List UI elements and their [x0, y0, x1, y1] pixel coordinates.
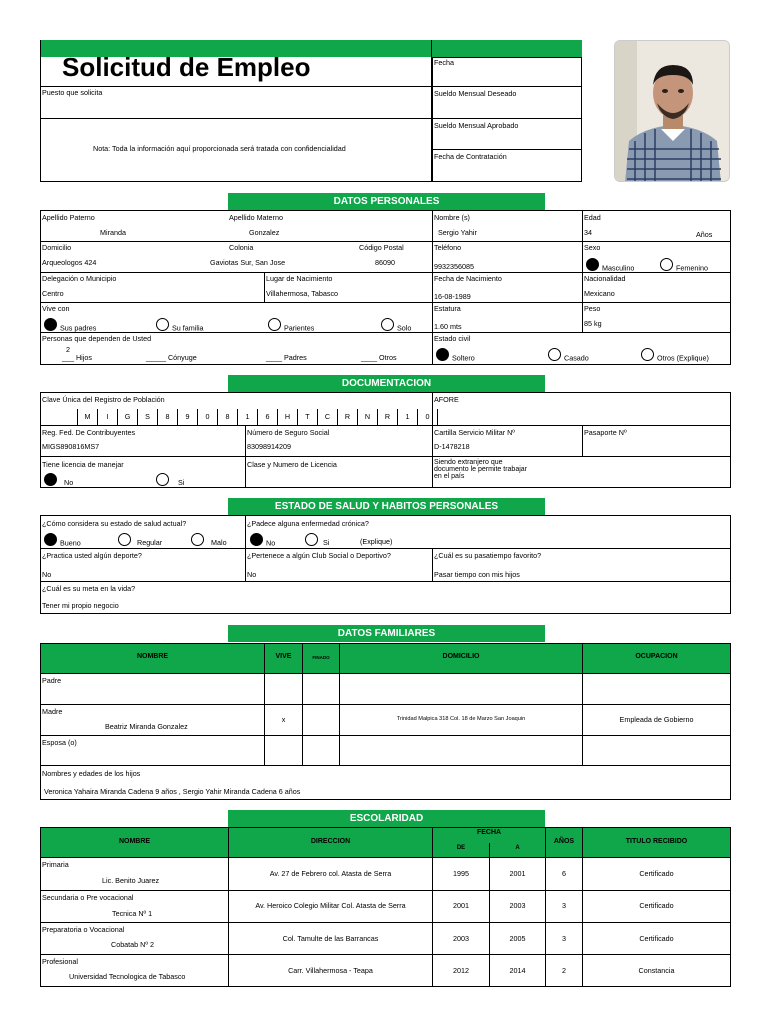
clase-licencia-label: Clase y Numero de Licencia: [247, 460, 337, 469]
estado-casado-option[interactable]: [548, 348, 589, 362]
fecha-label: Fecha: [434, 58, 454, 67]
curp-char: C: [317, 409, 337, 425]
bueno-label: Bueno: [60, 538, 81, 548]
esc-row-nivel: Profesional: [42, 957, 78, 966]
su-familia-label: Su familia: [172, 323, 204, 333]
section-salud: ESTADO DE SALUD Y HABITOS PERSONALES: [228, 498, 545, 515]
madre-nombre: Beatriz Miranda Gonzalez: [105, 722, 188, 731]
licencia-no-option[interactable]: [44, 473, 73, 487]
cronica-no-label: No: [266, 538, 276, 548]
esc-row-nivel: Secundaria o Pre vocacional: [42, 893, 134, 902]
pasaporte-label: Pasaporte Nº: [584, 428, 627, 437]
radio-selected-icon: [586, 258, 599, 271]
radio-empty-icon: [156, 318, 169, 331]
meta-question: ¿Cuál es su meta en la vida?: [42, 584, 136, 593]
femenino-label: Femenino: [676, 263, 708, 273]
curp-char: 8: [217, 409, 237, 425]
fam-header-domicilio: DOMICILIO: [340, 653, 582, 660]
nombre-label: Nombre (s): [434, 213, 470, 222]
curp-char: 8: [157, 409, 177, 425]
curp-char: H: [277, 409, 297, 425]
esc-row-nombre: Tecnica Nº 1: [112, 909, 153, 918]
casado-label: Casado: [564, 353, 589, 363]
malo-label: Malo: [211, 538, 227, 548]
delegacion-label: Delegación o Municipio: [42, 274, 117, 283]
deporte-question: ¿Practica usted algún deporte?: [42, 551, 142, 560]
fecha-contratacion-label: Fecha de Contratación: [434, 152, 507, 161]
ap-materno-value: Gonzalez: [249, 228, 280, 237]
esc-row-direccion: Col. Tamulte de las Barrancas: [282, 934, 379, 943]
cronica-explique: (Explique): [360, 537, 393, 546]
radio-selected-icon: [436, 348, 449, 361]
salud-question: ¿Cómo considera su estado de salud actual?: [42, 519, 187, 528]
radio-selected-icon: [44, 318, 57, 331]
fecha-nac-label: Fecha de Nacimiento: [434, 274, 502, 283]
vive-con-label: Vive con: [42, 304, 70, 313]
esc-row-de: 1995: [453, 869, 469, 878]
esc-row-titulo: Constancia: [638, 966, 675, 975]
estado-soltero-option[interactable]: [436, 348, 475, 362]
esc-row-de: 2001: [453, 901, 469, 910]
curp-char: 1: [397, 409, 417, 425]
hijos-count: 2: [66, 345, 70, 354]
radio-empty-icon: [548, 348, 561, 361]
peso-value: 85 kg: [584, 319, 602, 328]
cronica-no-option[interactable]: [250, 533, 275, 547]
sexo-masculino-option[interactable]: [586, 258, 634, 272]
esc-row-nombre: Universidad Tecnologica de Tabasco: [69, 972, 186, 981]
licencia-no-label: No: [64, 478, 74, 488]
estado-otros-option[interactable]: [641, 348, 709, 362]
colonia-value: Gaviotas Sur, San Jose: [210, 258, 286, 267]
radio-empty-icon: [381, 318, 394, 331]
curp-char: 6: [257, 409, 277, 425]
curp-boxes: [77, 409, 438, 425]
esc-header-direccion: DIRECCION: [229, 838, 432, 845]
ap-materno-label: Apellido Materno: [229, 213, 283, 222]
otros-field: ____ Otros: [361, 353, 397, 362]
peso-label: Peso: [584, 304, 601, 313]
domicilio-label: Domicilio: [42, 243, 72, 252]
radio-empty-icon: [156, 473, 169, 486]
cartilla-value: D-1478218: [434, 442, 470, 451]
nacionalidad-label: Nacionalidad: [584, 274, 626, 283]
esc-header-anos: AÑOS: [546, 838, 582, 845]
radio-empty-icon: [305, 533, 318, 546]
esc-row-titulo: Certificado: [639, 869, 674, 878]
esc-header-fecha: FECHA: [433, 829, 545, 836]
applicant-photo: [614, 40, 730, 182]
sexo-label: Sexo: [584, 243, 601, 252]
hijos-value: Veronica Yahaira Miranda Cadena 9 años , Sergio Yahir Miranda Cadena 6 años: [44, 787, 301, 796]
esc-row-a: 2005: [509, 934, 526, 943]
dependen-label: Personas que dependen de Usted: [42, 334, 152, 343]
curp-char: N: [357, 409, 377, 425]
esc-row-anos: 3: [562, 934, 566, 943]
curp-label: Clave Única del Registro de Población: [42, 395, 165, 404]
estatura-value: 1.60 mts: [434, 322, 462, 331]
curp-char: I: [97, 409, 117, 425]
extranjero-label: Siendo extranjero que documento le permite trabajar en el país: [434, 459, 527, 480]
hijos-label: Nombres y edades de los hijos: [42, 769, 141, 778]
radio-selected-icon: [250, 533, 263, 546]
curp-char: 1: [237, 409, 257, 425]
esc-row-anos: 2: [562, 966, 566, 975]
afore-label: AFORE: [434, 395, 459, 404]
estatura-label: Estatura: [434, 304, 461, 313]
fecha-nac-value: 16-08-1989: [434, 292, 471, 301]
esc-row-nombre: Cobatab Nº 2: [111, 940, 154, 949]
nota-text: Nota: Toda la información aquí proporcionada será tratada con confidencialidad: [93, 144, 346, 153]
nss-value: 83098914209: [247, 442, 291, 451]
padre-label: Padre: [42, 676, 62, 685]
radio-empty-icon: [191, 533, 204, 546]
curp-char: 0: [417, 409, 438, 425]
cronica-si-option[interactable]: [305, 533, 329, 547]
ap-paterno-label: Apellido Paterno: [42, 213, 95, 222]
otros-explique-label: Otros (Explique): [657, 353, 709, 363]
fam-header-vive: VIVE: [265, 653, 302, 660]
telefono-value: 9932356085: [434, 262, 474, 271]
curp-char: R: [377, 409, 397, 425]
regular-label: Regular: [137, 538, 163, 548]
deporte-value: No: [42, 570, 52, 579]
esc-row-direccion: Carr. Villahermosa - Teapa: [288, 966, 373, 975]
radio-empty-icon: [268, 318, 281, 331]
esc-row-a: 2014: [509, 966, 526, 975]
club-value: No: [247, 570, 257, 579]
padres-field: ____ Padres: [266, 353, 307, 362]
esc-row-direccion: Av. 27 de Febrero col. Atasta de Serra: [269, 869, 392, 878]
sueldo-aprobado-label: Sueldo Mensual Aprobado: [434, 121, 519, 130]
cartilla-label: Cartilla Servicio Militar Nº: [434, 428, 515, 437]
masculino-label: Masculino: [602, 263, 635, 273]
esc-row-nombre: Lic. Benito Juarez: [102, 876, 160, 885]
parientes-label: Parientes: [284, 323, 315, 333]
esc-row-a: 2001: [509, 869, 526, 878]
soltero-label: Soltero: [452, 353, 475, 363]
radio-selected-icon: [44, 473, 57, 486]
curp-char: 9: [177, 409, 197, 425]
vive-parientes-option[interactable]: [268, 318, 314, 332]
esc-row-de: 2012: [453, 966, 469, 975]
delegacion-value: Centro: [42, 289, 64, 298]
anos-label: Años: [696, 230, 713, 239]
radio-empty-icon: [118, 533, 131, 546]
section-familiares: DATOS FAMILIARES: [228, 625, 545, 642]
nombre-value: Sergio Yahir: [438, 228, 477, 237]
esc-row-anos: 6: [562, 869, 566, 878]
esc-header-nombre: NOMBRE: [41, 838, 228, 845]
estado-civil-label: Estado civil: [434, 334, 471, 343]
sus-padres-label: Sus padres: [60, 323, 97, 333]
salud-regular-option[interactable]: [118, 533, 162, 547]
hijos-field: ___ Hijos: [62, 353, 92, 362]
club-question: ¿Pertenece a algún Club Social o Deportivo?: [247, 551, 391, 560]
esc-row-titulo: Certificado: [639, 934, 674, 943]
edad-label: Edad: [584, 213, 601, 222]
curp-char: G: [117, 409, 137, 425]
pasatiempo-question: ¿Cuál es su pasatiempo favorito?: [434, 551, 542, 560]
cronica-question: ¿Padece alguna enfermedad crónica?: [247, 519, 369, 528]
esc-row-anos: 3: [562, 901, 566, 910]
curp-char: S: [137, 409, 157, 425]
cp-value: 86090: [375, 258, 395, 267]
esc-header-a: A: [490, 845, 545, 851]
fam-header-ocupacion: OCUPACION: [583, 653, 730, 660]
pasatiempo-value: Pasar tiempo con mis hijos: [434, 570, 520, 579]
curp-char: T: [297, 409, 317, 425]
esc-row-titulo: Certificado: [639, 901, 674, 910]
curp-char: 0: [197, 409, 217, 425]
section-escolaridad: ESCOLARIDAD: [228, 810, 545, 827]
vive-solo-option[interactable]: [381, 318, 411, 332]
esc-header-titulo: TITULO RECIBIDO: [583, 838, 730, 845]
radio-empty-icon: [660, 258, 673, 271]
fam-header-finado: FINADO: [303, 655, 339, 660]
vive-su-familia-option[interactable]: [156, 318, 204, 332]
solo-label: Solo: [397, 323, 412, 333]
salud-bueno-option[interactable]: [44, 533, 81, 547]
section-documentacion: DOCUMENTACION: [228, 375, 545, 392]
radio-empty-icon: [641, 348, 654, 361]
curp-char: R: [337, 409, 357, 425]
sexo-femenino-option[interactable]: [660, 258, 708, 272]
telefono-label: Teléfono: [434, 243, 462, 252]
esc-row-nivel: Primaria: [42, 860, 69, 869]
colonia-label: Colonia: [229, 243, 254, 252]
vive-sus-padres-option[interactable]: [44, 318, 96, 332]
rfc-label: Reg. Fed. De Contribuyentes: [42, 428, 136, 437]
madre-vive-mark: x: [281, 715, 286, 724]
puesto-label: Puesto que solicita: [42, 88, 103, 97]
esc-row-a: 2003: [509, 901, 526, 910]
esc-row-de: 2003: [453, 934, 469, 943]
domicilio-value: Arqueologos 424: [42, 258, 97, 267]
cp-label: Código Postal: [359, 243, 404, 252]
madre-label: Madre: [42, 707, 63, 716]
ap-paterno-value: Miranda: [100, 228, 126, 237]
madre-domicilio: Trinidad Malpica 318 Col. 18 de Marzo San Joaquin: [396, 716, 526, 722]
esc-header-de: DE: [433, 845, 489, 851]
licencia-si-label: Si: [178, 478, 185, 488]
radio-selected-icon: [44, 533, 57, 546]
lugar-nac-value: Villahermosa, Tabasco: [266, 289, 339, 298]
lugar-nac-label: Lugar de Nacimiento: [266, 274, 333, 283]
section-datos-personales: DATOS PERSONALES: [228, 193, 545, 210]
meta-value: Tener mi propio negocio: [42, 601, 119, 610]
salud-malo-option[interactable]: [191, 533, 227, 547]
sueldo-deseado-label: Sueldo Mensual Deseado: [434, 89, 517, 98]
esc-row-direccion: Av. Heroico Colegio Militar Col. Atasta de Serra: [255, 901, 406, 910]
madre-ocupacion: Empleada de Gobierno: [619, 715, 694, 724]
rfc-value: MIGS890816MS7: [42, 442, 100, 451]
cronica-si-label: Si: [323, 538, 330, 548]
nss-label: Número de Seguro Social: [247, 428, 330, 437]
licencia-si-option[interactable]: [156, 473, 184, 487]
curp-char: M: [77, 409, 97, 425]
esc-row-nivel: Preparatoria o Vocacional: [42, 925, 125, 934]
esposa-label: Esposa (o): [42, 738, 77, 747]
fam-header-nombre: NOMBRE: [41, 653, 264, 660]
page-title: Solicitud de Empleo: [62, 52, 311, 82]
edad-value: 34: [584, 228, 592, 237]
licencia-label: Tiene licencia de manejar: [42, 460, 124, 469]
nacionalidad-value: Mexicano: [584, 289, 615, 298]
conyuge-field: _____ Cónyuge: [146, 353, 197, 362]
